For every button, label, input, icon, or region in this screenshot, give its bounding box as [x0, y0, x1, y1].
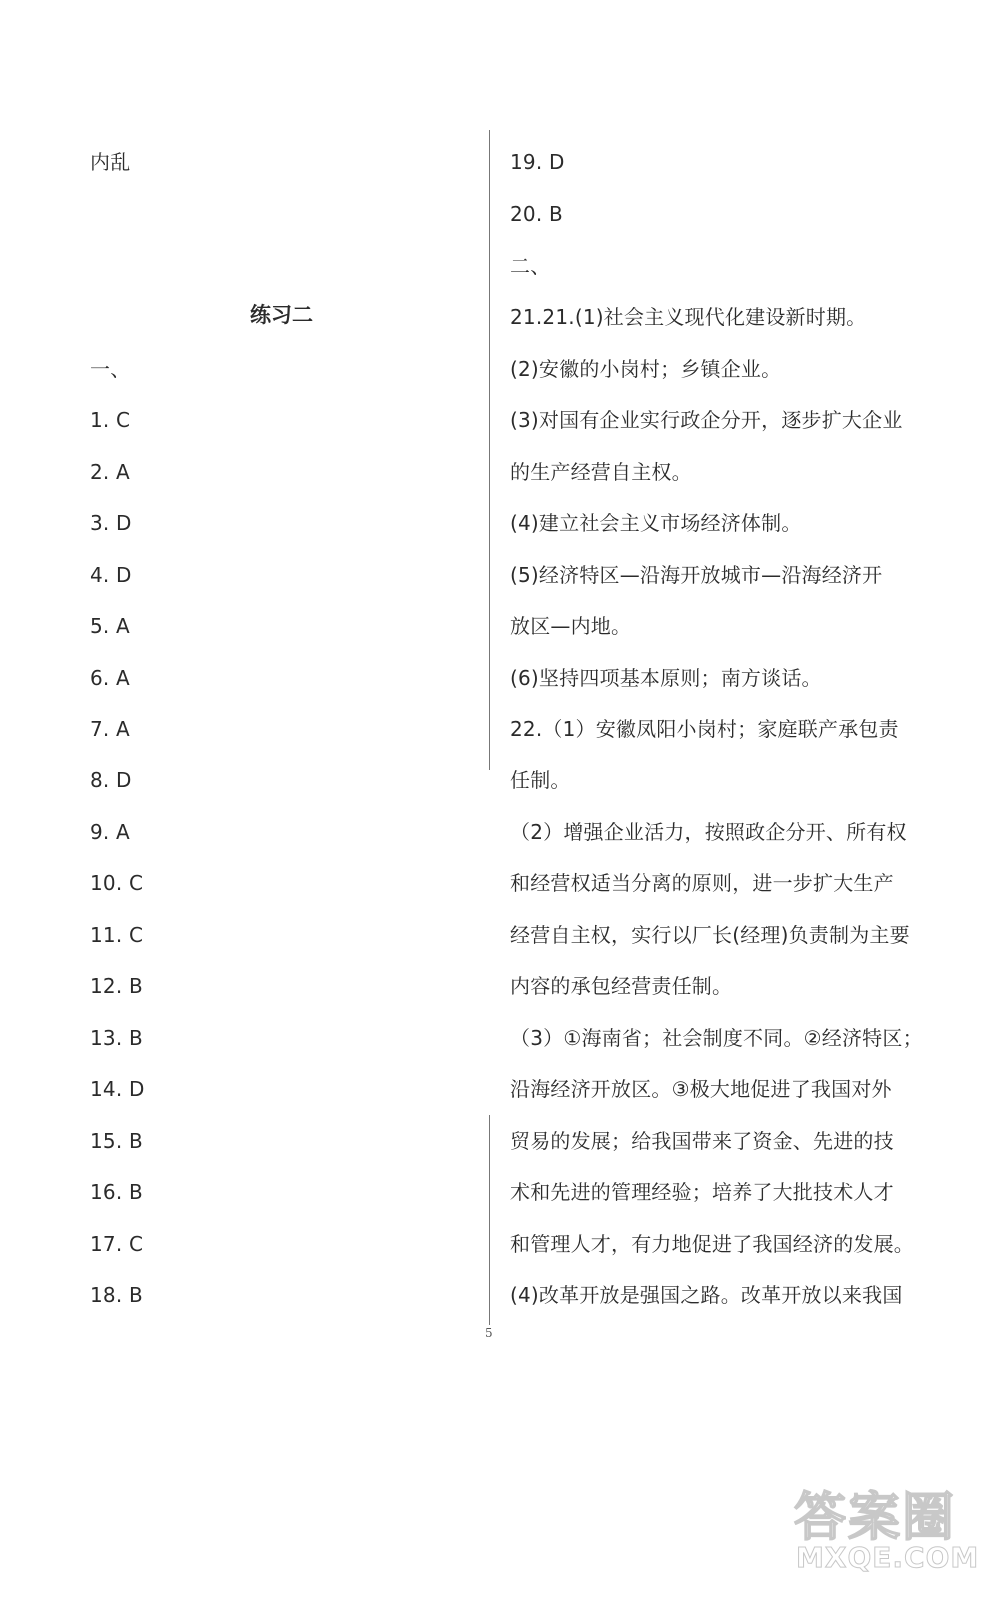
answer-item: 5. A	[90, 614, 130, 638]
answer-line: 贸易的发展；给我国带来了资金、先进的技	[510, 1129, 894, 1153]
answer-item: 8. D	[90, 768, 132, 792]
watermark-site-text: MXQE.COM	[796, 1541, 980, 1574]
answer-line: 和管理人才，有力地促进了我国经济的发展。	[510, 1232, 914, 1256]
answer-line: 任制。	[510, 768, 571, 792]
answer-line: (2)安徽的小岗村；乡镇企业。	[510, 357, 782, 381]
answer-line: 术和先进的管理经验；培养了大批技术人才	[510, 1180, 894, 1204]
answer-item: 16. B	[90, 1180, 143, 1204]
answer-item: 10. C	[90, 871, 144, 895]
answer-item: 7. A	[90, 717, 130, 741]
answer-line: 经营自主权，实行以厂长(经理)负责制为主要	[510, 923, 910, 947]
intro-text: 内乱	[90, 150, 131, 174]
exercise-heading: 练习二	[250, 303, 313, 327]
answer-item: 11. C	[90, 923, 144, 947]
answer-item: 18. B	[90, 1283, 143, 1307]
watermark-logo-text: 答案圈	[794, 1488, 957, 1548]
answer-line: 和经营权适当分离的原则，进一步扩大生产	[510, 871, 894, 895]
answer-line: 内容的承包经营责任制。	[510, 974, 733, 998]
answer-item: 6. A	[90, 666, 130, 690]
answer-line: 的生产经营自主权。	[510, 460, 692, 484]
answer-line: (5)经济特区—沿海开放城市—沿海经济开	[510, 563, 883, 587]
answer-line: 20. B	[510, 202, 563, 226]
answer-item: 2. A	[90, 460, 130, 484]
answer-line: (4)建立社会主义市场经济体制。	[510, 511, 802, 535]
answer-item: 9. A	[90, 820, 130, 844]
section-two-label: 二、	[510, 254, 551, 278]
answer-line: (4)改革开放是强国之路。改革开放以来我国	[510, 1283, 903, 1307]
page-number: 5	[485, 1326, 493, 1340]
answer-line: 沿海经济开放区。③极大地促进了我国对外	[510, 1077, 892, 1101]
answer-item: 17. C	[90, 1232, 144, 1256]
answer-item: 4. D	[90, 563, 132, 587]
answer-item: 14. D	[90, 1077, 145, 1101]
column-divider-bottom	[489, 1115, 490, 1325]
watermark-logo	[776, 1475, 986, 1585]
answer-line: 22.（1）安徽凤阳小岗村；家庭联产承包责	[510, 717, 899, 741]
section-one-label: 一、	[90, 357, 131, 381]
answer-line: (6)坚持四项基本原则；南方谈话。	[510, 666, 822, 690]
answer-line: 19. D	[510, 150, 565, 174]
answer-item: 1. C	[90, 408, 131, 432]
answer-line: 放区—内地。	[510, 614, 632, 638]
answer-line: （3）①海南省；社会制度不同。②经济特区；	[510, 1026, 923, 1050]
answer-line: （2）增强企业活力，按照政企分开、所有权	[510, 820, 907, 844]
answer-line: 21.21.(1)社会主义现代化建设新时期。	[510, 305, 867, 329]
column-divider-top	[489, 130, 490, 770]
answer-item: 12. B	[90, 974, 143, 998]
answer-item: 3. D	[90, 511, 132, 535]
answer-line: (3)对国有企业实行政企分开，逐步扩大企业	[510, 408, 903, 432]
answer-item: 13. B	[90, 1026, 143, 1050]
answer-item: 15. B	[90, 1129, 143, 1153]
